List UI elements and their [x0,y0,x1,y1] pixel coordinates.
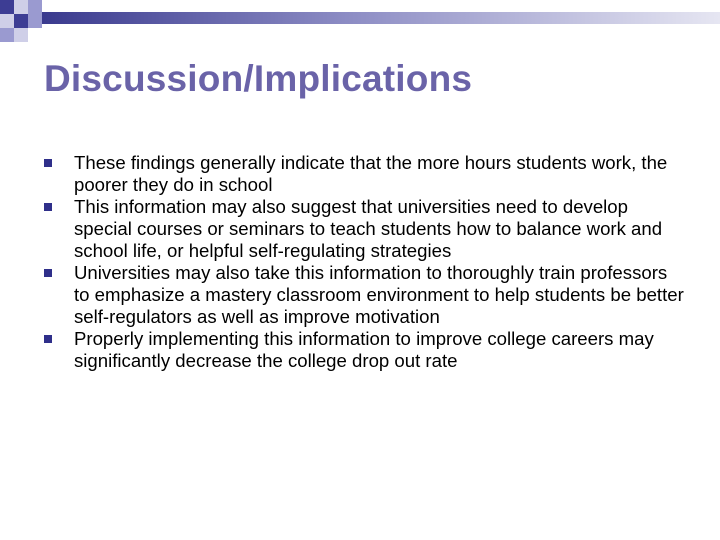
decor-square [0,14,14,28]
square-bullet-icon [44,203,52,211]
header-gradient-bar [42,12,720,24]
decor-square [28,14,42,28]
decor-square [14,0,28,14]
bullet-item [44,152,684,196]
square-bullet-icon [44,159,52,167]
bullet-text: Properly implementing this information to improve college careers may significantly decrease the college drop out rate [74,328,654,371]
bullet-item [44,262,684,328]
bullet-text: These findings generally indicate that the more hours students work, the poorer they do in school [74,152,668,195]
bullet-item [44,328,684,372]
bullet-text: Universities may also take this information to thoroughly train professors to emphasize a mastery classroom environment to help students be better self-regulators as well as improve motivation [74,262,684,327]
decor-square [28,0,42,14]
square-bullet-icon [44,269,52,277]
bullet-list [44,152,684,372]
header-squares-decoration [0,0,60,50]
bullet-item [44,196,684,262]
bullet-text: This information may also suggest that universities need to develop special courses or seminars to teach students how to balance work and school life, or helpful self-regulating strategies [74,196,663,261]
decor-square [0,28,14,42]
decor-square [0,0,14,14]
square-bullet-icon [44,335,52,343]
decor-square [14,14,28,28]
decor-square [14,28,28,42]
slide-title: Discussion/Implications [44,58,473,99]
